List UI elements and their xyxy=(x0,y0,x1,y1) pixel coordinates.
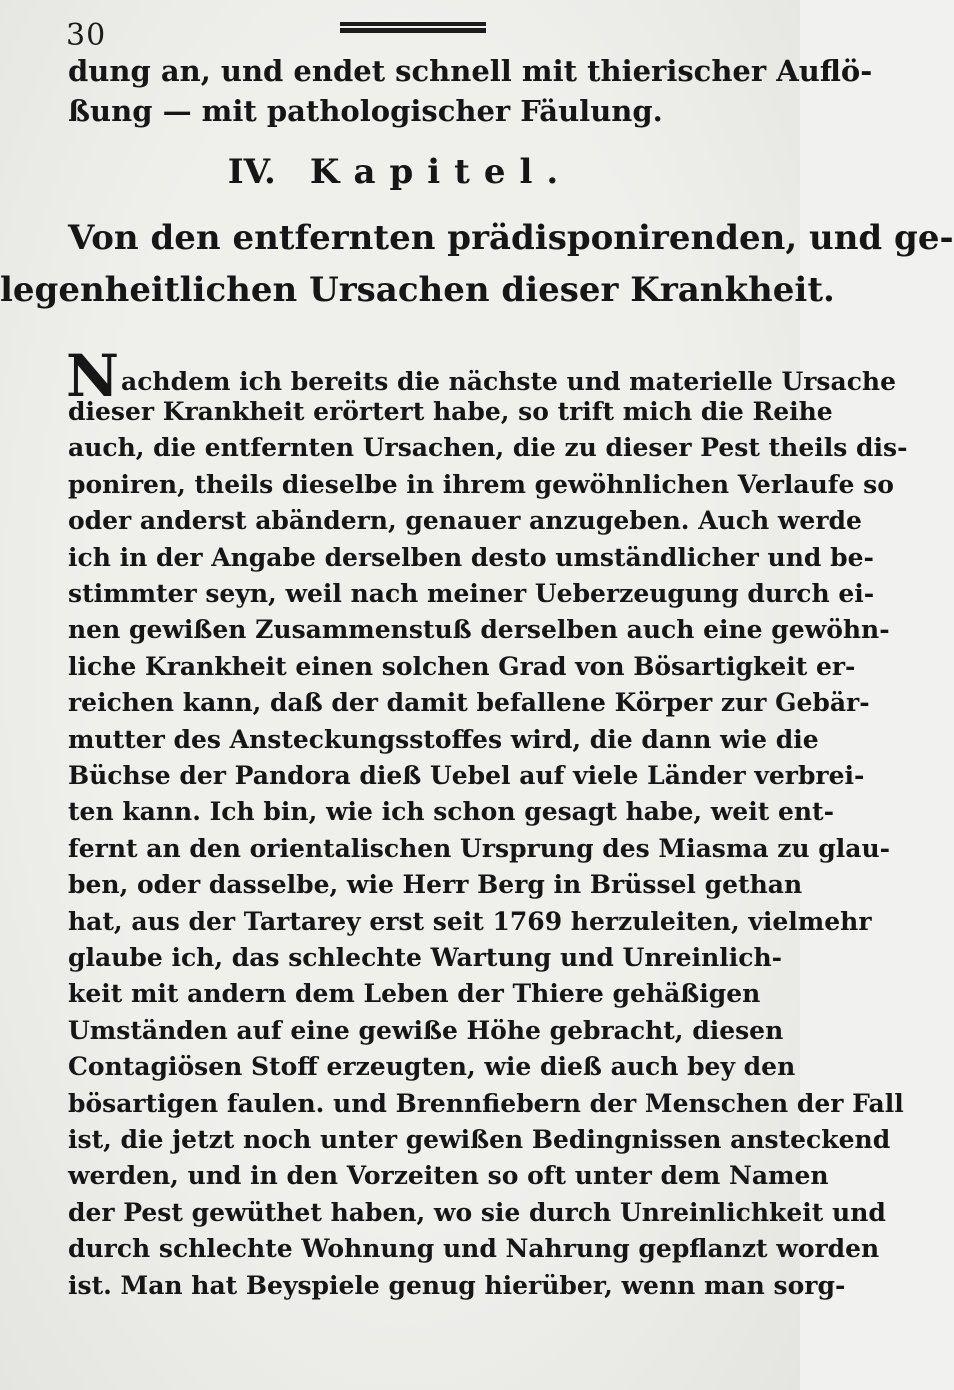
body-line-22: ist, die jetzt noch unter gewißen Bedingnissen ansteckend xyxy=(68,1125,891,1154)
header-ornament-rule xyxy=(340,22,486,28)
carryover-line-2: ßung — mit pathologischer Fäulung. xyxy=(68,94,663,128)
body-line-1-text: achdem ich bereits die nächste und materielle Ursache xyxy=(121,367,897,396)
chapter-numeral: IV. xyxy=(227,152,276,192)
body-line-1 xyxy=(66,342,897,410)
body-line-5: oder anderst abändern, genauer anzugeben. Auch werde xyxy=(68,506,862,535)
page-number: 30 xyxy=(66,18,107,53)
body-line-9: liche Krankheit einen solchen Grad von Bösartigkeit er- xyxy=(68,652,856,681)
body-line-16: hat, aus der Tartarey erst seit 1769 herzuleiten, vielmehr xyxy=(68,907,872,936)
body-line-23: werden, und in den Vorzeiten so oft unter dem Namen xyxy=(68,1161,829,1190)
body-line-26: ist. Man hat Beyspiele genug hierüber, wenn man sorg- xyxy=(68,1271,846,1300)
body-line-2: dieser Krankheit erörtert habe, so trift mich die Reihe xyxy=(68,397,833,426)
body-line-21: bösartigen faulen. und Brennfiebern der Menschen der Fall xyxy=(68,1089,904,1118)
body-line-24: der Pest gewüthet haben, wo sie durch Unreinlichkeit und xyxy=(68,1198,886,1227)
body-line-17: glaube ich, das schlechte Wartung und Unreinlich- xyxy=(68,943,783,972)
body-line-12: Büchse der Pandora dieß Uebel auf viele Länder verbrei- xyxy=(68,761,865,790)
body-line-8: nen gewißen Zusammenstuß derselben auch eine gewöhn- xyxy=(68,615,890,644)
chapter-title-line-1: Von den entfernten prädisponirenden, und ge- xyxy=(68,218,954,258)
chapter-heading xyxy=(0,152,800,192)
body-line-15: ben, oder dasselbe, wie Herr Berg in Brüssel gethan xyxy=(68,870,803,899)
body-line-13: ten kann. Ich bin, wie ich schon gesagt habe, weit ent- xyxy=(68,797,834,826)
body-line-18: keit mit andern dem Leben der Thiere gehäßigen xyxy=(68,979,761,1008)
body-line-7: stimmter seyn, weil nach meiner Ueberzeugung durch ei- xyxy=(68,579,875,608)
body-line-10: reichen kann, daß der damit befallene Körper zur Gebär- xyxy=(68,688,870,717)
body-line-11: mutter des Ansteckungsstoffes wird, die dann wie die xyxy=(68,725,819,754)
body-line-3: auch, die entfernten Ursachen, die zu dieser Pest theils dis- xyxy=(68,433,908,462)
chapter-word: Kapitel. xyxy=(309,152,573,192)
body-line-25: durch schlechte Wohnung und Nahrung gepflanzt worden xyxy=(68,1234,880,1263)
body-line-19: Umständen auf eine gewiße Höhe gebracht, diesen xyxy=(68,1016,784,1045)
chapter-title-line-2: legenheitlichen Ursachen dieser Krankheit. xyxy=(0,270,835,310)
body-line-4: poniren, theils dieselbe in ihrem gewöhnlichen Verlaufe so xyxy=(68,470,894,499)
drop-capital: N xyxy=(66,342,120,410)
body-line-14: fernt an den orientalischen Ursprung des Miasma zu glau- xyxy=(68,834,891,863)
body-line-6: ich in der Angabe derselben desto umständlicher und be- xyxy=(68,543,874,572)
body-line-20: Contagiösen Stoff erzeugten, wie dieß auch bey den xyxy=(68,1052,796,1081)
carryover-line-1: dung an, und endet schnell mit thierischer Auflö- xyxy=(68,54,873,88)
